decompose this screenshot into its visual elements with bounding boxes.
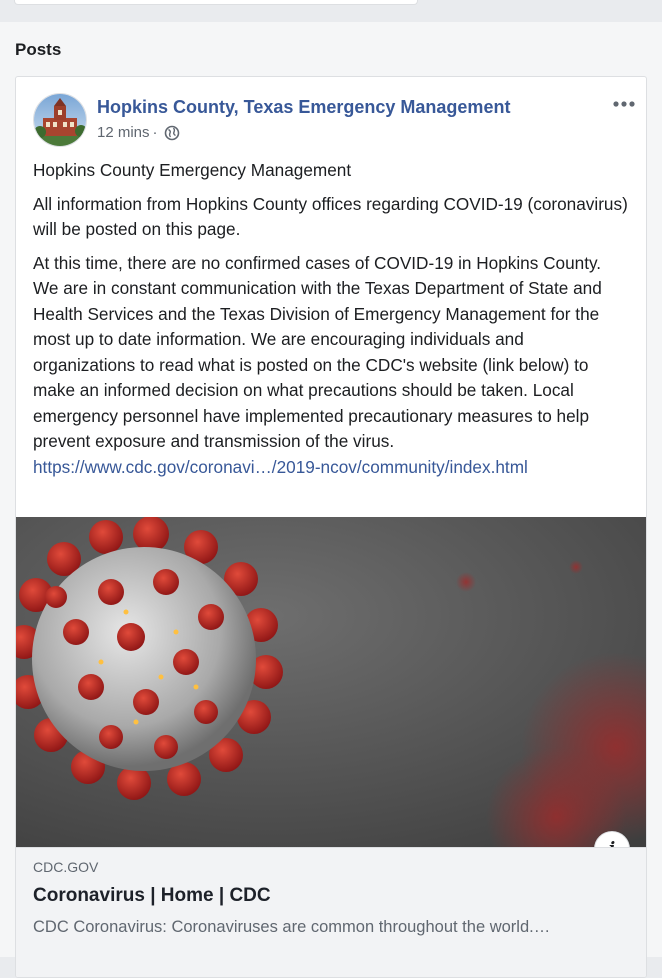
meta-separator: · bbox=[152, 124, 158, 141]
posts-heading: Posts bbox=[15, 40, 62, 59]
post-paragraph: At this time, there are no confirmed cases of COVID-19 in Hopkins County. We are in constant communication with the Texas Department of State and Health Services and the Texas Division of Emergency Management for the most up to date information. We are encouraging individuals and organizations to read what is posted on the CDC's website (link below) to make an informed decision on what precautions should be taken. Local emergency personnel have implemented precautionary measures to help prevent exposure and transmission of the virus. bbox=[33, 252, 602, 451]
post-paragraph: All information from Hopkins County offices regarding COVID-19 (coronavirus) will be posted on this page. bbox=[33, 193, 628, 239]
more-options-button[interactable] bbox=[612, 94, 636, 114]
post-card bbox=[15, 76, 647, 978]
globe-icon[interactable] bbox=[164, 125, 180, 141]
more-options-icon bbox=[613, 101, 635, 107]
post-timestamp[interactable]: 12 mins bbox=[97, 124, 150, 141]
preview-title[interactable]: Coronavirus | Home | CDC bbox=[33, 885, 271, 906]
post-paragraph: Hopkins County Emergency Management bbox=[33, 160, 352, 180]
link-preview-card[interactable] bbox=[16, 517, 646, 977]
post-body bbox=[33, 158, 629, 480]
preview-description: CDC Coronavirus: Coronaviruses are common throughout the world.… bbox=[33, 918, 551, 936]
top-strip bbox=[0, 0, 662, 16]
link-preview-meta[interactable] bbox=[16, 847, 646, 978]
post-meta bbox=[97, 124, 180, 142]
post-external-link[interactable]: https://www.cdc.gov/coronavi…/2019-ncov/community/index.html bbox=[33, 456, 528, 477]
coronavirus-illustration bbox=[16, 517, 646, 847]
page-avatar[interactable] bbox=[33, 93, 87, 147]
post-author-link[interactable]: Hopkins County, Texas Emergency Management bbox=[97, 97, 511, 117]
preview-image[interactable] bbox=[16, 517, 646, 847]
courthouse-image bbox=[34, 94, 86, 146]
top-tab-bar bbox=[14, 0, 418, 5]
preview-domain: CDC.GOV bbox=[33, 859, 99, 875]
